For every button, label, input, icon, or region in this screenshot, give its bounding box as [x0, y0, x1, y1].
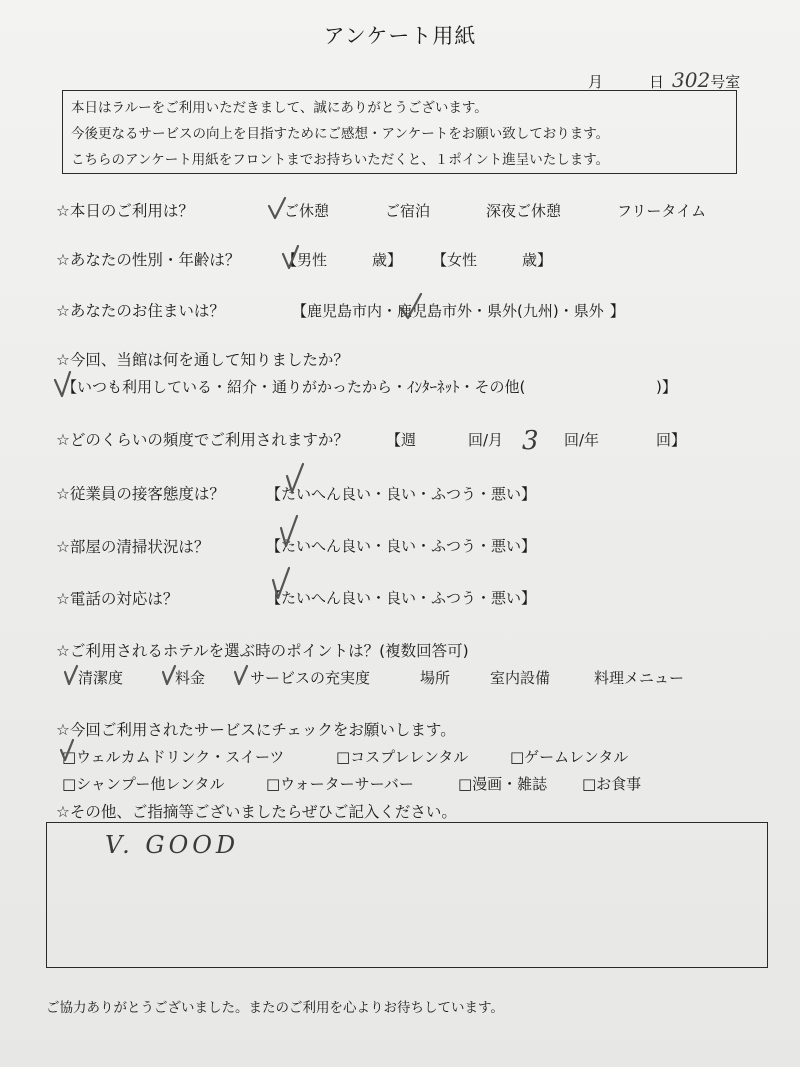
- question-cleaning: ☆部屋の清掃状況は？: [56, 538, 210, 556]
- check-mark-icon: [232, 664, 250, 688]
- option-kagoshima-city[interactable]: 鹿児島市内・: [307, 302, 398, 320]
- point-food-menu[interactable]: 料理メニュー: [594, 669, 685, 687]
- question-phone: ☆電話の対応は？: [56, 590, 179, 608]
- frequency-close: 回】: [656, 431, 687, 449]
- point-price[interactable]: 料金: [175, 669, 206, 687]
- option-outside-city[interactable]: 鹿児島市外・県外(九州)・県外: [397, 302, 604, 320]
- frequency-week[interactable]: 【週: [386, 431, 417, 449]
- footer-thanks: ご協力ありがとうございました。またのご利用を心よりお待ちしています。: [46, 1000, 504, 1016]
- check-mark-icon: [398, 292, 424, 322]
- phone-rating-options[interactable]: 【たいへん良い・良い・ふつう・悪い】: [266, 589, 537, 607]
- service-water-server[interactable]: □ウォーターサーバー: [266, 775, 414, 793]
- option-female[interactable]: 【女性 歳】: [432, 251, 553, 269]
- point-cleanliness[interactable]: 清潔度: [78, 669, 124, 687]
- intro-line: こちらのアンケート用紙をフロントまでお持ちいただくと、１ポイント進呈いたします。: [71, 152, 610, 168]
- frequency-month[interactable]: 回/月: [468, 431, 504, 449]
- residence-options: [292, 300, 625, 321]
- point-room-facilities[interactable]: 室内設備: [490, 669, 551, 687]
- service-manga-magazines[interactable]: □漫画・雑誌: [458, 775, 548, 793]
- question-frequency: ☆どのくらいの頻度でご利用されますか？: [56, 431, 349, 449]
- question-comments: ☆その他、ご指摘等ございましたらぜひご記入ください。: [56, 803, 457, 821]
- bracket: 【: [292, 302, 308, 320]
- intro-line: 本日はラルーをご利用いただきまして、誠にありがとうございます。: [71, 100, 488, 116]
- check-mark-icon: [270, 566, 292, 602]
- form-title: アンケート用紙: [323, 24, 477, 48]
- date-room-line: [588, 68, 740, 92]
- option-rest[interactable]: ご休憩: [284, 202, 330, 220]
- service-cosplay-rental[interactable]: □コスプレレンタル: [336, 748, 469, 766]
- question-services: ☆今回ご利用されたサービスにチェックをお願いします。: [56, 721, 456, 739]
- point-service[interactable]: サービスの充実度: [250, 669, 371, 687]
- question-source: ☆今回、当館は何を通して知りましたか？: [56, 351, 349, 369]
- service-shampoo-rental[interactable]: □シャンプー他レンタル: [62, 775, 225, 793]
- question-hotel-points: ☆ご利用されるホテルを選ぶ時のポイントは？(複数回答可): [56, 642, 469, 660]
- check-mark-icon: [62, 664, 80, 688]
- intro-line: 今後更なるサービスの向上を目指すためにご感想・アンケートをお願い致しております。: [71, 126, 610, 142]
- question-usage: ☆本日のご利用は？: [56, 202, 194, 220]
- check-mark-icon: [160, 664, 178, 688]
- comment-box[interactable]: [46, 822, 768, 968]
- source-options[interactable]: 【いつも利用している・紹介・通りがかったから・ｲﾝﾀｰﾈｯﾄ・その他(: [62, 378, 526, 396]
- check-mark-icon: [58, 738, 76, 764]
- service-game-rental[interactable]: □ゲームレンタル: [510, 748, 629, 766]
- source-close: )】: [656, 378, 677, 396]
- option-late-night-rest[interactable]: 深夜ご休憩: [486, 202, 562, 220]
- check-mark-icon: [280, 244, 302, 272]
- question-residence: ☆あなたのお住まいは？: [56, 302, 225, 320]
- service-meals[interactable]: □お食事: [582, 775, 642, 793]
- intro-box: [62, 90, 737, 174]
- month-label: 月: [588, 73, 604, 91]
- staff-rating-options[interactable]: 【たいへん良い・良い・ふつう・悪い】: [266, 485, 537, 503]
- service-welcome-drink[interactable]: □ウェルカムドリンク・スイーツ: [62, 748, 285, 766]
- question-gender-age: ☆あなたの性別・年齢は？: [56, 251, 241, 269]
- day-label: 日: [649, 73, 665, 91]
- option-male[interactable]: 【男性 歳】: [282, 251, 403, 269]
- check-mark-icon: [284, 462, 306, 496]
- room-number[interactable]: 302: [672, 68, 711, 92]
- bracket: 】: [609, 302, 625, 320]
- question-staff: ☆従業員の接客態度は？: [56, 485, 225, 503]
- option-stay[interactable]: ご宿泊: [385, 202, 431, 220]
- check-mark-icon: [266, 196, 288, 222]
- frequency-month-value[interactable]: 3: [522, 426, 539, 456]
- room-label: 号室: [710, 73, 741, 91]
- point-location[interactable]: 場所: [420, 669, 451, 687]
- check-mark-icon: [52, 370, 74, 400]
- check-mark-icon: [278, 514, 300, 550]
- comment-answer: V. GOOD: [105, 831, 240, 859]
- frequency-year[interactable]: 回/年: [564, 431, 600, 449]
- option-free-time[interactable]: フリータイム: [617, 202, 707, 220]
- cleaning-rating-options[interactable]: 【たいへん良い・良い・ふつう・悪い】: [266, 537, 537, 555]
